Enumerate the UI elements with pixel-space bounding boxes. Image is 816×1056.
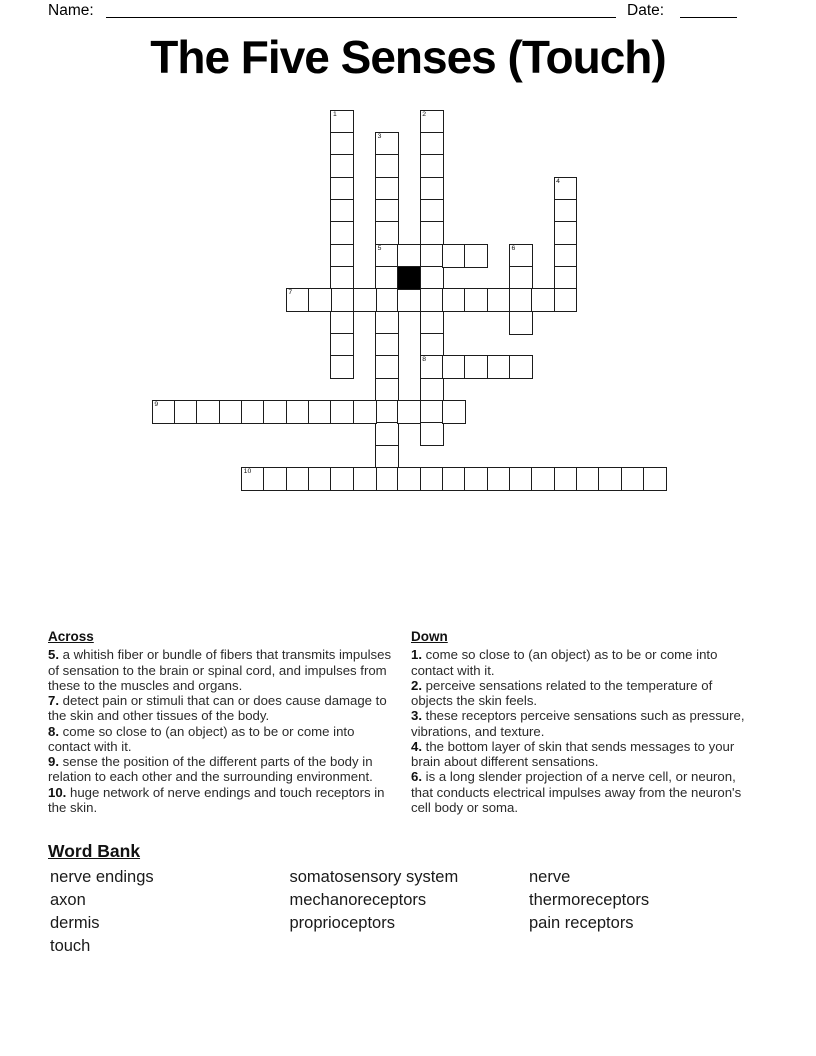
- grid-cell[interactable]: [420, 288, 444, 312]
- grid-cell[interactable]: [308, 467, 332, 491]
- clue-item: 5. a whitish fiber or bundle of fibers that transmits impulses of sensation to the brain or spinal cord, and impulses from these to the muscles and organs.: [48, 647, 392, 693]
- word-bank-item: mechanoreceptors: [289, 890, 427, 909]
- grid-cell[interactable]: [263, 467, 287, 491]
- grid-cell[interactable]: [487, 467, 511, 491]
- across-heading: Across: [48, 629, 94, 644]
- grid-cell[interactable]: [509, 311, 533, 335]
- grid-cell[interactable]: [397, 244, 421, 268]
- grid-cell[interactable]: [375, 400, 399, 424]
- clue-item: 8. come so close to (an object) as to be or come into contact with it.: [48, 723, 355, 754]
- grid-cell-number: 8: [422, 356, 426, 364]
- clue-number: 7.: [48, 693, 59, 708]
- clue-number: 2.: [411, 677, 422, 693]
- grid-cell-number: 2: [422, 110, 426, 118]
- clue-number: 1.: [411, 647, 422, 663]
- grid-cell[interactable]: [598, 467, 622, 491]
- grid-cell[interactable]: [509, 355, 533, 379]
- grid-cell-number: 4: [556, 177, 560, 185]
- grid-cell[interactable]: [308, 288, 332, 312]
- grid-cell[interactable]: [353, 467, 377, 491]
- grid-cell[interactable]: [375, 288, 399, 312]
- grid-cell[interactable]: [375, 199, 399, 223]
- clue-item: 10. huge network of nerve endings and touch receptors in the skin.: [48, 784, 385, 815]
- grid-cell[interactable]: [330, 288, 354, 312]
- clue-number: 4.: [411, 738, 422, 754]
- clue-item: 7. detect pain or stimuli that can or does cause damage to the skin and other tissues of the body.: [48, 693, 387, 724]
- clue-number: 3.: [411, 708, 422, 724]
- grid-cell[interactable]: [330, 266, 354, 290]
- grid-cell[interactable]: [420, 266, 444, 290]
- grid-cell[interactable]: [531, 288, 555, 312]
- grid-cell[interactable]: [442, 355, 466, 379]
- grid-cell[interactable]: [554, 266, 578, 290]
- word-bank-heading: Word Bank: [48, 841, 141, 861]
- grid-cell[interactable]: [375, 132, 399, 156]
- grid-cell[interactable]: [397, 467, 421, 491]
- grid-cell[interactable]: [330, 177, 354, 201]
- grid-cell[interactable]: [420, 422, 444, 446]
- grid-black-cell: [397, 266, 421, 290]
- word-bank-item: dermis: [50, 913, 100, 932]
- grid-cell[interactable]: [442, 288, 466, 312]
- grid-cell[interactable]: [330, 110, 354, 134]
- grid-cell-number: 10: [243, 467, 252, 475]
- grid-cell-number: 5: [377, 244, 382, 252]
- grid-cell[interactable]: [576, 467, 600, 491]
- grid-cell[interactable]: [397, 400, 421, 424]
- grid-cell[interactable]: [330, 132, 354, 156]
- date-label: Date:: [627, 2, 665, 19]
- clue-item: 1. come so close to (an object) as to be or come into contact with it.: [411, 647, 718, 678]
- grid-cell[interactable]: [286, 467, 310, 491]
- down-heading: Down: [411, 629, 448, 644]
- grid-cell[interactable]: [219, 400, 243, 424]
- grid-cell[interactable]: [152, 400, 176, 424]
- grid-cell[interactable]: [420, 333, 444, 357]
- grid-cell[interactable]: [464, 467, 488, 491]
- grid-cell-number: 7: [288, 289, 293, 297]
- grid-cell[interactable]: [643, 467, 667, 491]
- word-bank-item: thermoreceptors: [529, 890, 650, 909]
- grid-cell[interactable]: [509, 244, 533, 268]
- grid-cell[interactable]: [509, 288, 533, 312]
- grid-cell[interactable]: [308, 400, 332, 424]
- grid-cell[interactable]: [531, 467, 555, 491]
- grid-cell[interactable]: [286, 288, 310, 312]
- grid-cell[interactable]: [420, 378, 444, 402]
- clue-item: 3. these receptors perceive sensations such as pressure, vibrations, and texture.: [411, 708, 745, 739]
- word-bank-column: [290, 866, 530, 958]
- grid-cell[interactable]: [442, 244, 466, 268]
- word-bank-item: touch: [50, 936, 91, 955]
- grid-cell[interactable]: [286, 400, 310, 424]
- across-section: [48, 629, 393, 815]
- grid-cell-number: 1: [332, 110, 337, 118]
- across-clue-list: [48, 647, 393, 815]
- grid-cell[interactable]: [554, 288, 578, 312]
- grid-cell[interactable]: [330, 400, 354, 424]
- grid-cell-number: 9: [154, 400, 159, 408]
- grid-cell[interactable]: [375, 333, 399, 357]
- grid-cell[interactable]: [420, 355, 444, 379]
- page-title: The Five Senses (Touch): [150, 31, 666, 83]
- clue-number: 8.: [48, 723, 59, 739]
- grid-cell[interactable]: [375, 244, 399, 268]
- word-bank-column: [50, 866, 290, 958]
- grid-cell[interactable]: [442, 467, 466, 491]
- grid-cell[interactable]: [375, 445, 399, 469]
- grid-cell[interactable]: [375, 355, 399, 379]
- grid-cell[interactable]: [487, 355, 511, 379]
- grid-cell[interactable]: [420, 400, 444, 424]
- grid-cell[interactable]: [375, 154, 399, 178]
- grid-cell[interactable]: [375, 378, 399, 402]
- grid-cell[interactable]: [554, 199, 578, 223]
- grid-cell[interactable]: [174, 400, 198, 424]
- grid-cell[interactable]: [397, 288, 421, 312]
- grid-cell[interactable]: [420, 110, 444, 134]
- grid-cell[interactable]: [263, 400, 287, 424]
- word-bank-item: proprioceptors: [289, 913, 395, 932]
- grid-cell[interactable]: [241, 467, 265, 491]
- grid-cell[interactable]: [464, 244, 488, 268]
- word-bank-item: nerve endings: [50, 868, 154, 886]
- grid-cell[interactable]: [420, 244, 444, 268]
- clue-item: 2. perceive sensations related to the temperature of objects the skin feels.: [411, 677, 713, 708]
- grid-cell[interactable]: [375, 221, 399, 245]
- grid-cell[interactable]: [353, 288, 377, 312]
- grid-cell[interactable]: [554, 244, 578, 268]
- grid-cell-number: 3: [377, 133, 382, 141]
- word-bank-item: axon: [50, 890, 86, 909]
- down-clue-list: [411, 647, 756, 815]
- grid-cell[interactable]: [330, 221, 354, 245]
- clue-item: 6. is a long slender projection of a nerve cell, or neuron, that conducts electrical impulses away from the neuron's cell body or soma.: [411, 769, 742, 815]
- grid-cell[interactable]: [375, 422, 399, 446]
- grid-cell[interactable]: [420, 467, 444, 491]
- grid-cell[interactable]: [464, 288, 488, 312]
- grid-cell[interactable]: [330, 333, 354, 357]
- grid-cell[interactable]: [241, 400, 265, 424]
- grid-cell[interactable]: [554, 177, 578, 201]
- grid-cell[interactable]: [196, 400, 220, 424]
- grid-cell[interactable]: [375, 266, 399, 290]
- clue-number: 5.: [48, 647, 59, 663]
- grid-cell[interactable]: [330, 154, 354, 178]
- grid-cell[interactable]: [442, 400, 466, 424]
- clue-number: 10.: [48, 784, 67, 800]
- grid-cell[interactable]: [375, 177, 399, 201]
- crossword-grid: [0, 0, 816, 520]
- word-bank-item: nerve: [529, 868, 571, 886]
- grid-cell[interactable]: [420, 177, 444, 201]
- grid-cell[interactable]: [375, 311, 399, 335]
- grid-cell[interactable]: [330, 199, 354, 223]
- grid-cell[interactable]: [420, 199, 444, 223]
- word-bank-item: pain receptors: [529, 913, 634, 932]
- grid-cell[interactable]: [509, 467, 533, 491]
- word-bank-item: somatosensory system: [289, 868, 459, 886]
- clue-item: 4. the bottom layer of skin that sends messages to your brain about different sensations.: [411, 738, 735, 769]
- word-bank-columns: [50, 866, 790, 958]
- grid-cell[interactable]: [330, 244, 354, 268]
- grid-cell[interactable]: [487, 288, 511, 312]
- grid-cell[interactable]: [509, 266, 533, 290]
- grid-cell[interactable]: [330, 311, 354, 335]
- clue-item: 9. sense the position of the different parts of the body in relation to each other and the surrounding environment.: [48, 754, 373, 785]
- grid-cell[interactable]: [353, 400, 377, 424]
- grid-cell[interactable]: [464, 355, 488, 379]
- name-label: Name:: [48, 2, 94, 19]
- grid-cell[interactable]: [420, 154, 444, 178]
- grid-cell-number: 6: [511, 244, 516, 252]
- grid-cell[interactable]: [621, 467, 645, 491]
- grid-cell[interactable]: [375, 467, 399, 491]
- word-bank-column: [529, 866, 769, 958]
- grid-cell[interactable]: [554, 467, 578, 491]
- clue-number: 6.: [411, 769, 422, 785]
- grid-cell[interactable]: [554, 221, 578, 245]
- grid-cell[interactable]: [420, 221, 444, 245]
- grid-cell[interactable]: [420, 311, 444, 335]
- grid-cell[interactable]: [330, 355, 354, 379]
- grid-cell[interactable]: [420, 132, 444, 156]
- grid-cell[interactable]: [330, 467, 354, 491]
- clue-number: 9.: [48, 754, 59, 769]
- down-section: [411, 629, 756, 815]
